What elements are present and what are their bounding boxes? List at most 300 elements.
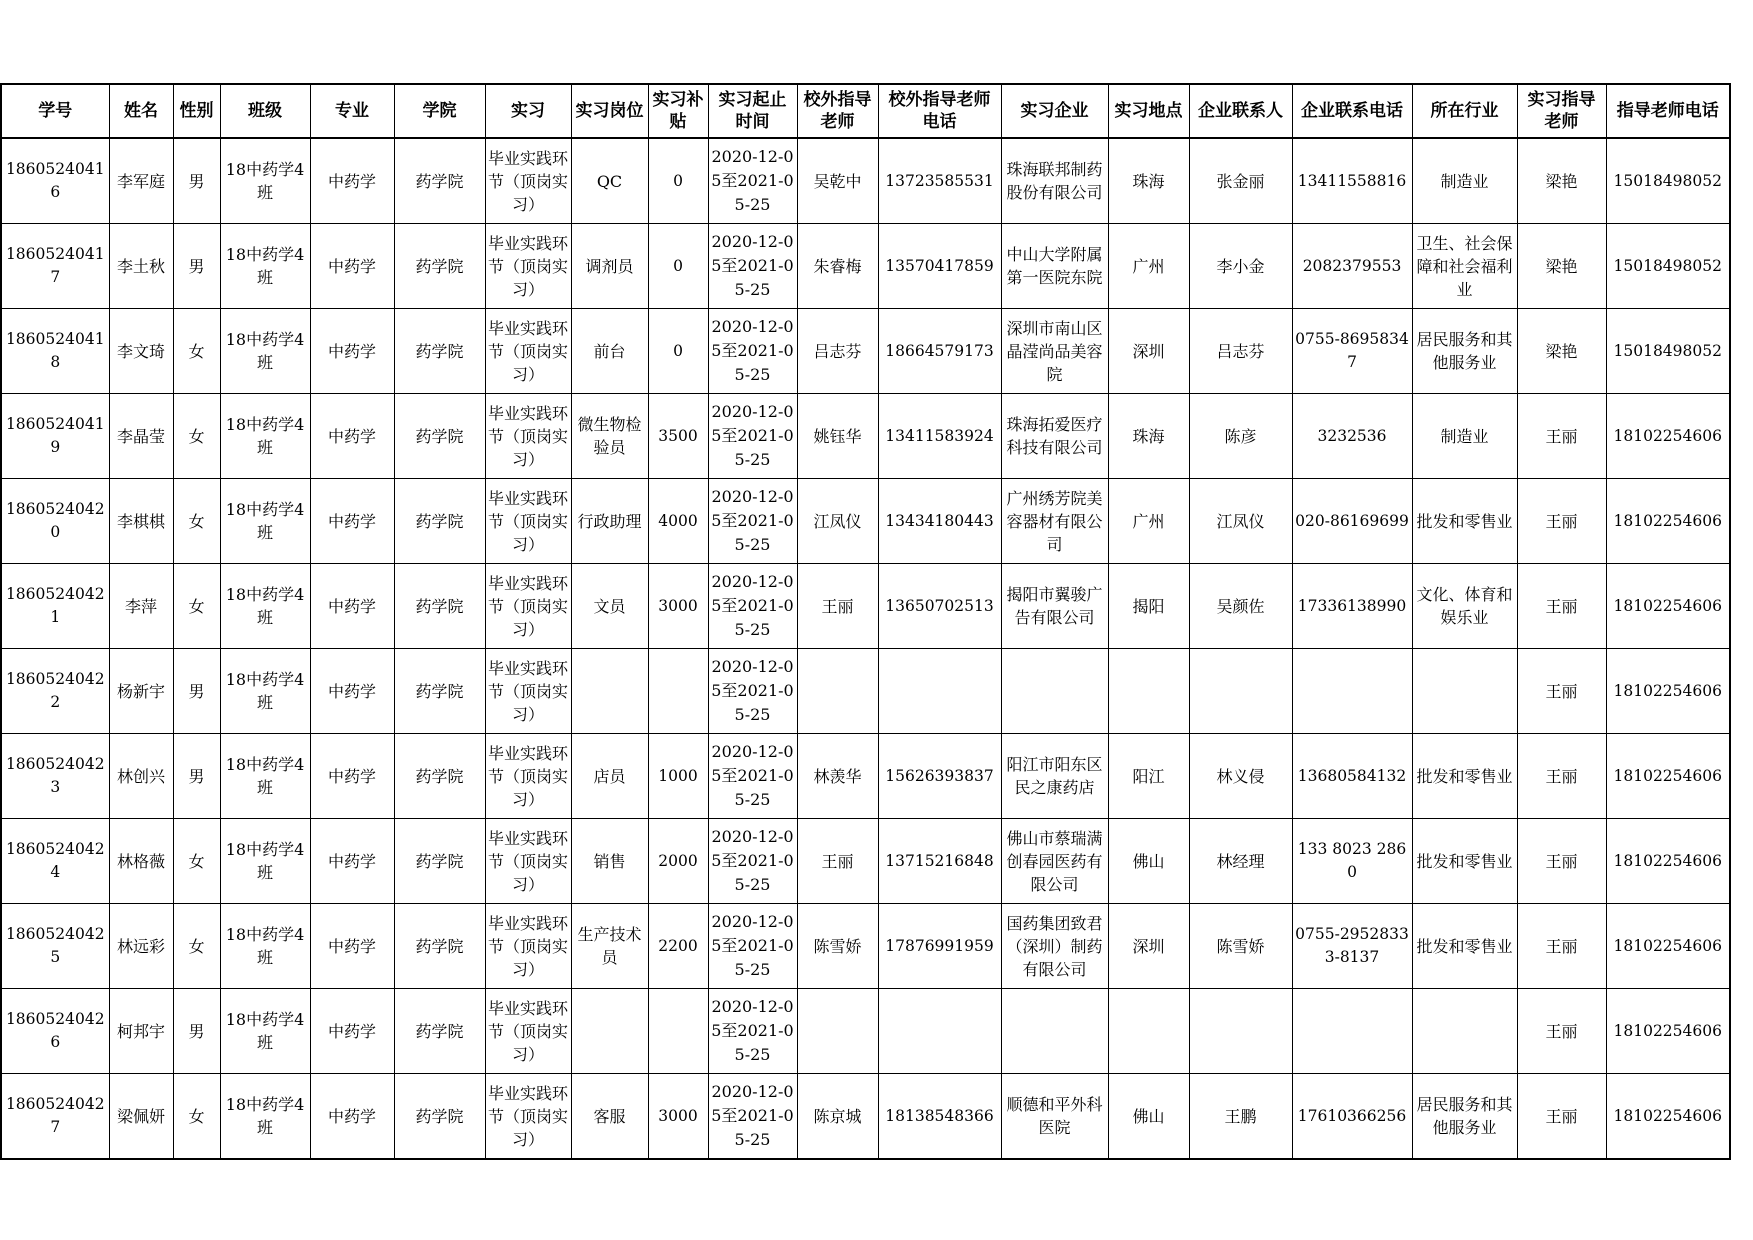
cell-college [394,479,485,564]
cell-name [109,479,173,564]
cell-major [310,904,394,989]
cell-external-advisor [797,819,878,904]
cell-period [708,394,797,479]
cell-external-advisor-phone [878,904,1001,989]
cell-gender [173,734,220,819]
cell-text: 李萍 [124,596,157,616]
cell-external-advisor-phone [878,394,1001,479]
cell-text: 江凤仪 [813,511,862,531]
cell-advisor-phone [1606,224,1730,309]
cell-college [394,394,485,479]
cell-text: 王丽 [1545,766,1578,786]
cell-name [109,649,173,734]
cell-text: 3232536 [1317,426,1387,445]
cell-text: 男 [188,1021,205,1041]
cell-advisor-phone [1606,394,1730,479]
cell-subsidy [648,479,708,564]
cell-external-advisor [797,224,878,309]
cell-company-phone [1292,904,1412,989]
cell-text: 13723585531 [885,171,994,190]
cell-internship-advisor [1517,564,1606,649]
cell-student-id [1,224,109,309]
cell-external-advisor-phone [878,649,1001,734]
cell-student-id [1,1074,109,1160]
cell-text: 吕志芬 [813,341,862,361]
header-external-advisor-phone: 校外指导老师电话 [878,84,1001,138]
cell-internship [485,138,571,224]
table-body [1,138,1730,1159]
cell-internship [485,224,571,309]
cell-location [1108,224,1189,309]
cell-college [394,1074,485,1160]
cell-company-phone [1292,989,1412,1074]
cell-text: 18中药学4班 [225,500,305,542]
cell-text: 吕志芬 [1216,341,1265,361]
cell-external-advisor-phone [878,734,1001,819]
cell-position [571,564,648,649]
cell-industry [1412,138,1517,224]
cell-text: 中药学 [327,511,376,531]
cell-text: 药学院 [415,511,464,531]
cell-text: 林羡华 [813,766,862,786]
cell-text: 3000 [658,596,698,615]
header-location: 实习地点 [1108,84,1189,138]
cell-major [310,309,394,394]
cell-text: 18605240425 [5,925,105,966]
cell-text: 18605240422 [5,670,105,711]
cell-text: 柯邦宇 [116,1021,165,1041]
cell-name [109,819,173,904]
cell-college [394,224,485,309]
cell-company-contact [1189,564,1292,649]
header-company-contact: 企业联系人 [1189,84,1292,138]
cell-text: 18605240419 [5,415,105,456]
cell-text: 佛山 [1132,851,1165,871]
cell-text: 毕业实践环节（顶岗实习） [487,743,568,809]
cell-text: 女 [188,851,205,871]
cell-internship-advisor [1517,734,1606,819]
cell-text: 2082379553 [1302,256,1402,275]
cell-company-phone [1292,479,1412,564]
cell-text: 17610366256 [1297,1106,1407,1125]
cell-text: 生产技术员 [577,925,642,967]
cell-text: 批发和零售业 [1416,851,1513,871]
cell-gender [173,1074,220,1160]
cell-external-advisor-phone [878,564,1001,649]
cell-class [220,479,310,564]
cell-text: 18102254606 [1613,511,1722,530]
cell-subsidy [648,394,708,479]
header-gender: 性别 [173,84,220,138]
cell-text: 18中药学4班 [225,415,305,457]
cell-text: 林远彩 [116,936,165,956]
cell-class [220,138,310,224]
header-college: 学院 [394,84,485,138]
cell-text: 毕业实践环节（顶岗实习） [487,913,568,979]
cell-text: 18138548366 [885,1106,994,1125]
cell-class [220,819,310,904]
cell-advisor-phone [1606,564,1730,649]
cell-text: 揭阳 [1132,596,1165,616]
cell-company-contact [1189,138,1292,224]
cell-position [571,309,648,394]
cell-text: 中药学 [327,1021,376,1041]
cell-text: 珠海拓爱医疗科技有限公司 [1006,415,1103,457]
cell-major [310,819,394,904]
cell-text: 中药学 [327,681,376,701]
cell-text: 陈京城 [813,1106,862,1126]
cell-text: 文员 [593,596,626,616]
cell-text: 毕业实践环节（顶岗实习） [487,403,568,469]
cell-company-contact [1189,224,1292,309]
cell-text: 阳江市阳东区民之康药店 [1006,755,1103,797]
cell-gender [173,819,220,904]
cell-text: 2020-12-05至2021-05-25 [711,572,794,639]
cell-text: 药学院 [415,596,464,616]
cell-text: 客服 [593,1106,626,1126]
cell-text: 行政助理 [577,511,642,531]
cell-period [708,564,797,649]
cell-company-contact [1189,394,1292,479]
cell-industry [1412,649,1517,734]
cell-external-advisor-phone [878,989,1001,1074]
cell-text: 药学院 [415,851,464,871]
cell-company-contact [1189,479,1292,564]
cell-industry [1412,394,1517,479]
cell-company-phone [1292,1074,1412,1160]
cell-text: 毕业实践环节（顶岗实习） [487,488,568,554]
cell-class [220,904,310,989]
cell-text: 女 [188,341,205,361]
cell-text: 3000 [658,1106,698,1125]
cell-text: 18102254606 [1613,851,1722,870]
cell-class [220,649,310,734]
cell-text: 批发和零售业 [1416,936,1513,956]
cell-text: 男 [188,256,205,276]
cell-text: 调剂员 [585,256,634,276]
cell-class [220,989,310,1074]
cell-text: 梁艳 [1545,341,1578,361]
cell-external-advisor-phone [878,138,1001,224]
cell-text: 李棋棋 [116,511,165,531]
cell-text: 13650702513 [885,596,994,615]
cell-text: 18中药学4班 [225,925,305,967]
cell-external-advisor-phone [878,224,1001,309]
cell-gender [173,224,220,309]
cell-text: 前台 [593,341,626,361]
cell-company [1001,819,1108,904]
cell-text: 0 [673,256,683,275]
cell-gender [173,394,220,479]
cell-text: 毕业实践环节（顶岗实习） [487,233,568,299]
cell-text: 李文琦 [116,341,165,361]
cell-major [310,989,394,1074]
cell-text: 女 [188,511,205,531]
cell-college [394,734,485,819]
cell-industry [1412,564,1517,649]
header-company: 实习企业 [1001,84,1108,138]
cell-text: 18中药学4班 [225,755,305,797]
cell-text: 王丽 [1545,426,1578,446]
cell-major [310,138,394,224]
cell-text: 17876991959 [885,936,994,955]
cell-college [394,819,485,904]
cell-company [1001,989,1108,1074]
cell-text: 店员 [593,766,626,786]
cell-text: 毕业实践环节（顶岗实习） [487,1083,568,1149]
cell-text: 吴颜佐 [1216,596,1265,616]
cell-major [310,564,394,649]
cell-text: 江凤仪 [1216,511,1265,531]
cell-text: 揭阳市翼骏广告有限公司 [1006,585,1103,627]
cell-text: 珠海联邦制药股份有限公司 [1006,160,1103,202]
cell-text: 2020-12-05至2021-05-25 [711,912,794,979]
cell-period [708,819,797,904]
cell-text: 中药学 [327,1106,376,1126]
cell-gender [173,479,220,564]
cell-text: 2020-12-05至2021-05-25 [711,232,794,299]
cell-text: 18102254606 [1613,596,1722,615]
cell-text: 13434180443 [885,511,994,530]
cell-text: 中药学 [327,341,376,361]
cell-text: 2000 [658,851,698,870]
cell-company-phone [1292,649,1412,734]
cell-internship [485,734,571,819]
cell-name [109,989,173,1074]
cell-company [1001,479,1108,564]
cell-name [109,309,173,394]
cell-position [571,224,648,309]
cell-college [394,989,485,1074]
cell-external-advisor [797,564,878,649]
table-row [1,904,1730,989]
cell-subsidy [648,564,708,649]
cell-text: 毕业实践环节（顶岗实习） [487,148,568,214]
cell-text: 18605240423 [5,755,105,796]
cell-text: 制造业 [1440,171,1489,191]
cell-gender [173,138,220,224]
cell-advisor-phone [1606,819,1730,904]
cell-gender [173,904,220,989]
cell-text: 18102254606 [1613,936,1722,955]
cell-text: 深圳 [1132,341,1165,361]
cell-text: 18中药学4班 [225,330,305,372]
cell-major [310,649,394,734]
cell-text: 133 8023 2860 [1297,840,1407,881]
cell-college [394,564,485,649]
cell-industry [1412,309,1517,394]
cell-company [1001,734,1108,819]
cell-text: 男 [188,171,205,191]
cell-industry [1412,224,1517,309]
cell-period [708,479,797,564]
table-row [1,564,1730,649]
table-row [1,394,1730,479]
cell-subsidy [648,734,708,819]
cell-text: 18605240424 [5,840,105,881]
cell-location [1108,138,1189,224]
cell-company-phone [1292,734,1412,819]
cell-text: 18中药学4班 [225,160,305,202]
cell-internship-advisor [1517,224,1606,309]
cell-text: 王鹏 [1224,1106,1257,1126]
cell-text: 18605240427 [5,1095,105,1136]
cell-gender [173,309,220,394]
cell-text: 李土秋 [116,256,165,276]
cell-company [1001,309,1108,394]
cell-text: 13680584132 [1297,766,1407,785]
cell-company-contact [1189,904,1292,989]
cell-external-advisor [797,989,878,1074]
cell-company-contact [1189,309,1292,394]
cell-text: 居民服务和其他服务业 [1416,330,1513,372]
header-external-advisor: 校外指导老师 [797,84,878,138]
cell-text: 18605240416 [5,160,105,201]
cell-internship-advisor [1517,479,1606,564]
cell-subsidy [648,989,708,1074]
cell-text: 梁佩妍 [116,1106,165,1126]
cell-text: 王丽 [1545,1021,1578,1041]
cell-text: 林格薇 [116,851,165,871]
cell-company [1001,904,1108,989]
cell-text: 3500 [658,426,698,445]
cell-internship-advisor [1517,989,1606,1074]
cell-position [571,904,648,989]
cell-text: 陈雪娇 [1216,936,1265,956]
cell-text: 佛山市蔡瑞满创春园医药有限公司 [1006,828,1103,894]
cell-text: 18605240426 [5,1010,105,1051]
header-position: 实习岗位 [571,84,648,138]
cell-company-phone [1292,138,1412,224]
cell-subsidy [648,1074,708,1160]
cell-text: 珠海 [1132,171,1165,191]
cell-name [109,564,173,649]
cell-advisor-phone [1606,479,1730,564]
cell-company-contact [1189,649,1292,734]
cell-position [571,989,648,1074]
header-internship-advisor: 实习指导老师 [1517,84,1606,138]
cell-text: 广州 [1132,511,1165,531]
cell-text: 18605240418 [5,330,105,371]
cell-company-contact [1189,1074,1292,1160]
cell-advisor-phone [1606,904,1730,989]
cell-college [394,649,485,734]
cell-period [708,734,797,819]
cell-text: 药学院 [415,766,464,786]
cell-internship [485,819,571,904]
cell-internship [485,649,571,734]
header-student-id: 学号 [1,84,109,138]
cell-internship-advisor [1517,819,1606,904]
cell-class [220,1074,310,1160]
cell-internship [485,394,571,479]
cell-location [1108,904,1189,989]
cell-text: 15018498052 [1613,341,1722,360]
cell-internship [485,989,571,1074]
cell-text: 2020-12-05至2021-05-25 [711,827,794,894]
cell-location [1108,564,1189,649]
cell-major [310,734,394,819]
cell-text: 毕业实践环节（顶岗实习） [487,573,568,639]
cell-period [708,989,797,1074]
cell-external-advisor-phone [878,309,1001,394]
table-row [1,479,1730,564]
cell-text: 18102254606 [1613,681,1722,700]
cell-text: 18102254606 [1613,1021,1722,1040]
header-industry: 所在行业 [1412,84,1517,138]
cell-text: 17336138990 [1297,596,1407,615]
cell-text: 13570417859 [885,256,994,275]
cell-text: 阳江 [1132,766,1165,786]
cell-text: 杨新宇 [116,681,165,701]
cell-gender [173,564,220,649]
cell-text: 2200 [658,936,698,955]
cell-text: 王丽 [821,596,854,616]
cell-text: 中山大学附属第一医院东院 [1006,245,1103,287]
cell-text: 药学院 [415,1106,464,1126]
cell-text: 18中药学4班 [225,670,305,712]
cell-advisor-phone [1606,1074,1730,1160]
cell-text: 陈彦 [1224,426,1257,446]
cell-external-advisor [797,138,878,224]
table-row [1,1074,1730,1160]
cell-subsidy [648,819,708,904]
table-row [1,224,1730,309]
cell-text: 姚钰华 [813,426,862,446]
cell-text: 居民服务和其他服务业 [1416,1095,1513,1137]
cell-text: 中药学 [327,851,376,871]
cell-student-id [1,819,109,904]
cell-text: 15626393837 [885,766,994,785]
cell-text: 陈雪娇 [813,936,862,956]
cell-college [394,309,485,394]
cell-text: 2020-12-05至2021-05-25 [711,1082,794,1149]
cell-text: 13411583924 [885,426,994,445]
cell-student-id [1,734,109,819]
cell-location [1108,1074,1189,1160]
cell-company [1001,649,1108,734]
cell-text: 深圳市南山区晶滢尚品美容院 [1006,318,1103,384]
cell-company [1001,564,1108,649]
cell-internship-advisor [1517,394,1606,479]
cell-text: 王丽 [1545,851,1578,871]
cell-text: 毕业实践环节（顶岗实习） [487,998,568,1064]
cell-company [1001,1074,1108,1160]
cell-text: 毕业实践环节（顶岗实习） [487,828,568,894]
cell-internship-advisor [1517,309,1606,394]
cell-major [310,479,394,564]
header-advisor-phone: 指导老师电话 [1606,84,1730,138]
cell-period [708,138,797,224]
cell-text: 中药学 [327,256,376,276]
cell-location [1108,649,1189,734]
cell-student-id [1,649,109,734]
header-row [1,84,1730,138]
cell-class [220,564,310,649]
cell-text: 18102254606 [1613,426,1722,445]
cell-gender [173,649,220,734]
cell-location [1108,394,1189,479]
cell-class [220,309,310,394]
cell-internship-advisor [1517,904,1606,989]
cell-period [708,649,797,734]
cell-text: QC [596,171,623,191]
cell-text: 王丽 [1545,1106,1578,1126]
cell-advisor-phone [1606,649,1730,734]
cell-text: 王丽 [1545,596,1578,616]
cell-text: 2020-12-05至2021-05-25 [711,997,794,1064]
cell-major [310,1074,394,1160]
